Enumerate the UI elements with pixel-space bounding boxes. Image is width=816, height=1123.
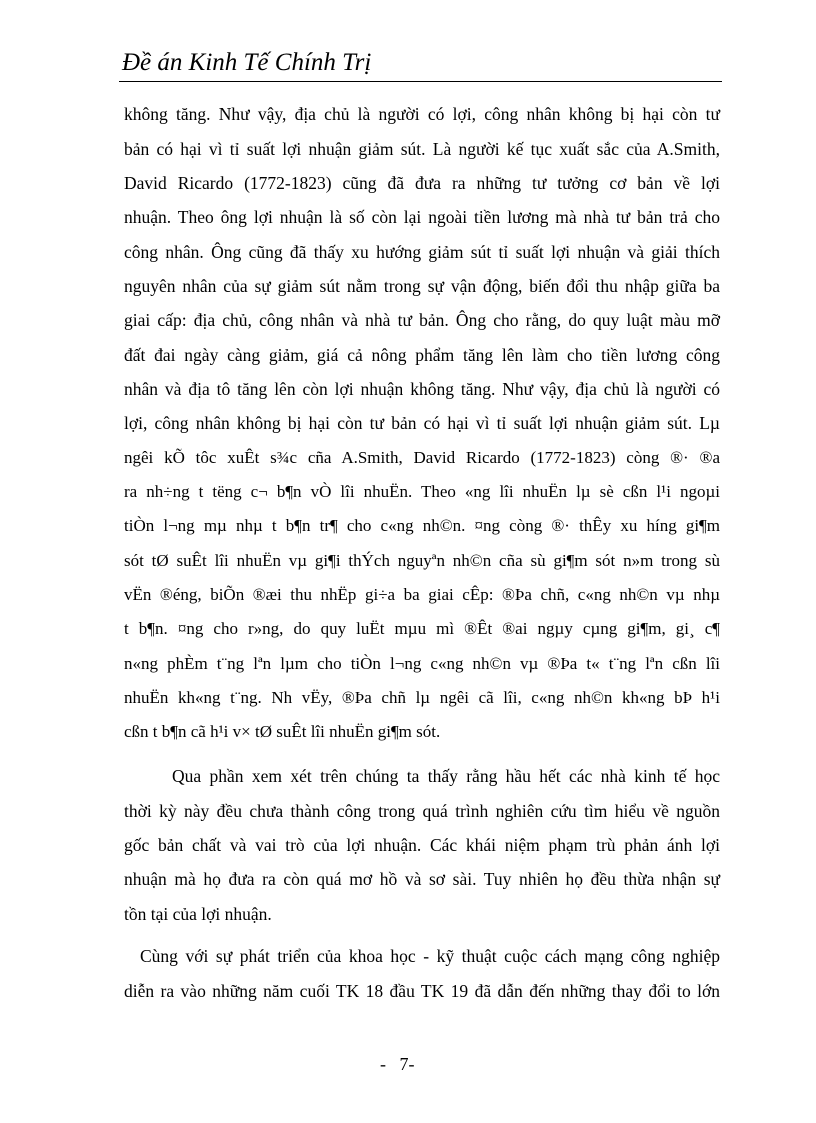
text-line: bản có hại vì tỉ suất lợi nhuận giảm sút. Là người kế tục xuất sắc của A.Smith, xyxy=(124,139,720,159)
text-line: cßn t b¶n cã h¹i v× tØ suÊt lîi nhuËn gi¶m sót. xyxy=(124,722,441,741)
text-line: gốc bản chất và vai trò của lợi nhuận. Các khái niệm phạm trù phản ánh lợi xyxy=(124,835,720,855)
text-line: tiÒn l¬ng mµ nhµ t b¶n tr¶ cho c«ng nh©n. ¤ng còng ®· thÊy xu híng gi¶m xyxy=(124,516,720,535)
text-line: không tăng. Như vậy, địa chủ là người có lợi, công nhân không bị hại còn tư xyxy=(124,104,720,124)
text-line: nguyên nhân của sự giảm sút nằm trong sự vận động, biến đổi thu nhập giữa ba xyxy=(124,276,720,296)
text-line: nhuận. Theo ông lợi nhuận là số còn lại ngoài tiền lương mà nhà tư bản trả cho xyxy=(124,207,720,227)
header-rule xyxy=(119,81,722,82)
text-line: Qua phần xem xét trên chúng ta thấy rằng hầu hết các nhà kinh tế học xyxy=(172,766,720,786)
text-line: t b¶n. ¤ng cho r»ng, do quy luËt mµu mì ®Êt ®ai ngµy cµng gi¶m, gi¸ c¶ xyxy=(124,619,720,638)
text-line: đất đai ngày càng giảm, giá cả nông phẩm tăng lên làm cho tiền lương công xyxy=(124,345,720,365)
text-line: lợi, công nhân không bị hại còn tư bản có hại vì tỉ suất lợi nhuận giảm sút. Lµ xyxy=(124,413,720,433)
text-line: vËn ®éng, biÕn ®æi thu nhËp gi÷a ba giai cÊp: ®Þa chñ, c«ng nh©n vµ nhµ xyxy=(124,585,720,604)
text-line: công nhân. Ông cũng đã thấy xu hướng giảm sút tỉ suất lợi nhuận và giải thích xyxy=(124,242,720,262)
text-line: ra nh÷ng t tëng c¬ b¶n vÒ lîi nhuËn. Theo «ng lîi nhuËn lµ sè cßn l¹i ngoµi xyxy=(124,482,720,501)
text-line: David Ricardo (1772-1823) cũng đã đưa ra những tư tưởng cơ bản về lợi xyxy=(124,173,720,193)
page-header-title: Đề án Kinh Tế Chính Trị xyxy=(122,49,372,76)
page-number: - 7- xyxy=(380,1054,415,1074)
text-line: giai cấp: địa chủ, công nhân và nhà tư bản. Ông cho rằng, do quy luật màu mỡ xyxy=(124,310,720,330)
text-line: tồn tại của lợi nhuận. xyxy=(124,904,272,924)
text-line: nhuËn kh«ng t¨ng. Nh vËy, ®Þa chñ lµ ngêi cã lîi, c«ng nh©n kh«ng bÞ h¹i xyxy=(124,688,720,707)
text-line: nhuận mà họ đưa ra còn quá mơ hồ và sơ sài. Tuy nhiên họ đều thừa nhận sự xyxy=(124,869,720,889)
text-line: n«ng phÈm t¨ng lªn lµm cho tiÒn l¬ng c«ng nh©n vµ ®Þa t« t¨ng lªn cßn lîi xyxy=(124,654,720,673)
text-line: Cùng với sự phát triển của khoa học - kỹ thuật cuộc cách mạng công nghiệp xyxy=(140,946,720,966)
text-line: sót tØ suÊt lîi nhuËn vµ gi¶i thÝch nguyªn nh©n cña sù gi¶m sót n»m trong sù xyxy=(124,551,720,570)
text-line: diễn ra vào những năm cuối TK 18 đầu TK 19 đã dẫn đến những thay đổi to lớn xyxy=(124,981,720,1001)
text-line: thời kỳ này đều chưa thành công trong quá trình nghiên cứu tìm hiểu về nguồn xyxy=(124,801,720,821)
text-line: ngêi kÕ tôc xuÊt s¾c cña A.Smith, David Ricardo (1772-1823) còng ®· ®a xyxy=(124,448,720,467)
text-line: nhân và địa tô tăng lên còn lợi nhuận không tăng. Như vậy, địa chủ là người có xyxy=(124,379,720,399)
